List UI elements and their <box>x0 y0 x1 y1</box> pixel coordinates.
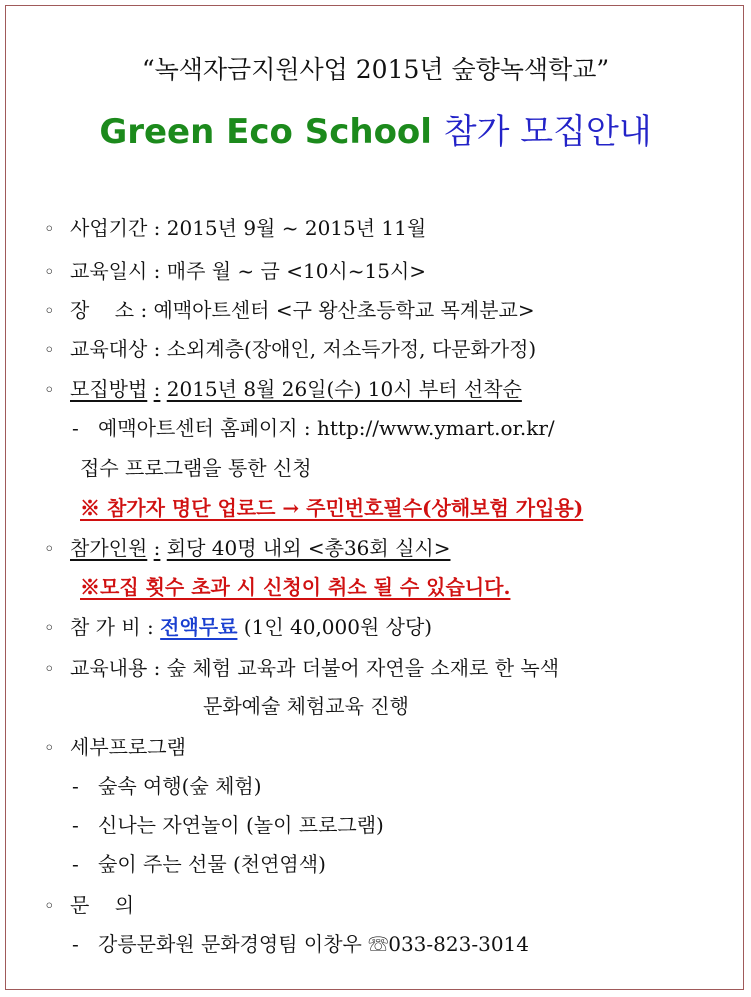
item-period <box>44 212 426 241</box>
item-participants <box>44 532 450 561</box>
content-value-1: 숲 체험 교육과 더불어 자연을 소재로 한 녹색 <box>166 656 560 680</box>
item-contact <box>44 889 134 918</box>
colon: : <box>153 259 161 283</box>
fee-label: 참 가 비 <box>70 615 141 639</box>
bullet-icon: ◦ <box>44 340 55 361</box>
program-item <box>72 848 326 877</box>
method-label: 모집방법 <box>70 377 148 401</box>
title-line: “녹색자금지원사업 2015년 숲향녹색학교” <box>141 55 610 84</box>
bullet-icon: ◦ <box>44 219 55 240</box>
dash-icon: - <box>72 932 79 956</box>
period-label: 사업기간 <box>70 216 148 240</box>
bullet-icon: ◦ <box>44 539 55 560</box>
participants-note: ※모집 횟수 초과 시 신청이 취소 될 수 있습니다. <box>80 575 511 599</box>
place-label: 장 소 <box>70 298 135 322</box>
item-place <box>44 294 535 323</box>
fee-highlight: 전액무료 <box>160 615 238 639</box>
programs-label: 세부프로그램 <box>70 735 186 759</box>
title-korean: 참가 모집안내 <box>443 112 652 152</box>
item-fee <box>44 611 432 640</box>
period-value: 2015년 9월 ~ 2015년 11월 <box>166 216 427 240</box>
method-homepage: 예맥아트센터 홈페이지 : http://www.ymart.or.kr/ <box>98 416 555 440</box>
item-content <box>44 652 559 681</box>
method-note: ※ 참가자 명단 업로드 → 주민번호필수(상해보험 가입용) <box>80 496 584 520</box>
target-value: 소외계층(장애인, 저소득가정, 다문화가정) <box>166 337 537 361</box>
program-3: 숲이 주는 선물 (천연염색) <box>98 852 326 876</box>
contact-line <box>72 928 529 957</box>
schedule-value: 매주 월 ~ 금 <10시~15시> <box>166 259 427 283</box>
bullet-icon: ◦ <box>44 738 55 759</box>
dash-icon: - <box>72 774 79 798</box>
colon: : <box>153 216 161 240</box>
dash-icon: - <box>72 813 79 837</box>
dash-icon: - <box>72 852 79 876</box>
content-label: 교육내용 <box>70 656 148 680</box>
title-english: Green Eco School <box>99 112 432 152</box>
item-programs <box>44 731 186 760</box>
place-value: 예맥아트센터 <구 왕산초등학교 목계분교> <box>153 298 535 322</box>
bullet-icon: ◦ <box>44 896 55 917</box>
bullet-icon: ◦ <box>44 659 55 680</box>
main-title <box>0 104 751 153</box>
participants-label: 참가인원 <box>70 536 148 560</box>
method-value: 2015년 8월 26일(수) 10시 부터 선착순 <box>166 377 522 401</box>
bullet-icon: ◦ <box>44 618 55 639</box>
participants-value: 회당 40명 내외 <총36회 실시> <box>166 536 451 560</box>
contact-value: 강릉문화원 문화경영팀 이창우 ☏033-823-3014 <box>98 932 529 956</box>
method-sub1 <box>72 412 555 441</box>
item-method <box>44 373 522 402</box>
program-1: 숲속 여행(숲 체험) <box>98 774 262 798</box>
bullet-icon: ◦ <box>44 262 55 283</box>
bullet-icon: ◦ <box>44 301 55 322</box>
colon: : <box>153 377 161 401</box>
item-target <box>44 333 536 362</box>
fee-rest: (1인 40,000원 상당) <box>243 615 433 639</box>
colon: : <box>153 337 161 361</box>
contact-label: 문 의 <box>70 893 135 917</box>
colon: : <box>153 656 161 680</box>
colon: : <box>153 536 161 560</box>
colon: : <box>140 298 148 322</box>
target-label: 교육대상 <box>70 337 148 361</box>
program-item <box>72 770 262 799</box>
bullet-icon: ◦ <box>44 380 55 401</box>
schedule-label: 교육일시 <box>70 259 148 283</box>
program-2: 신나는 자연놀이 (놀이 프로그램) <box>98 813 384 837</box>
content-value-2: 문화예술 체험교육 진행 <box>203 694 409 718</box>
dash-icon: - <box>72 416 79 440</box>
program-item <box>72 809 384 838</box>
item-schedule <box>44 255 426 284</box>
colon: : <box>147 615 154 639</box>
method-sub2: 접수 프로그램을 통한 신청 <box>80 456 312 480</box>
